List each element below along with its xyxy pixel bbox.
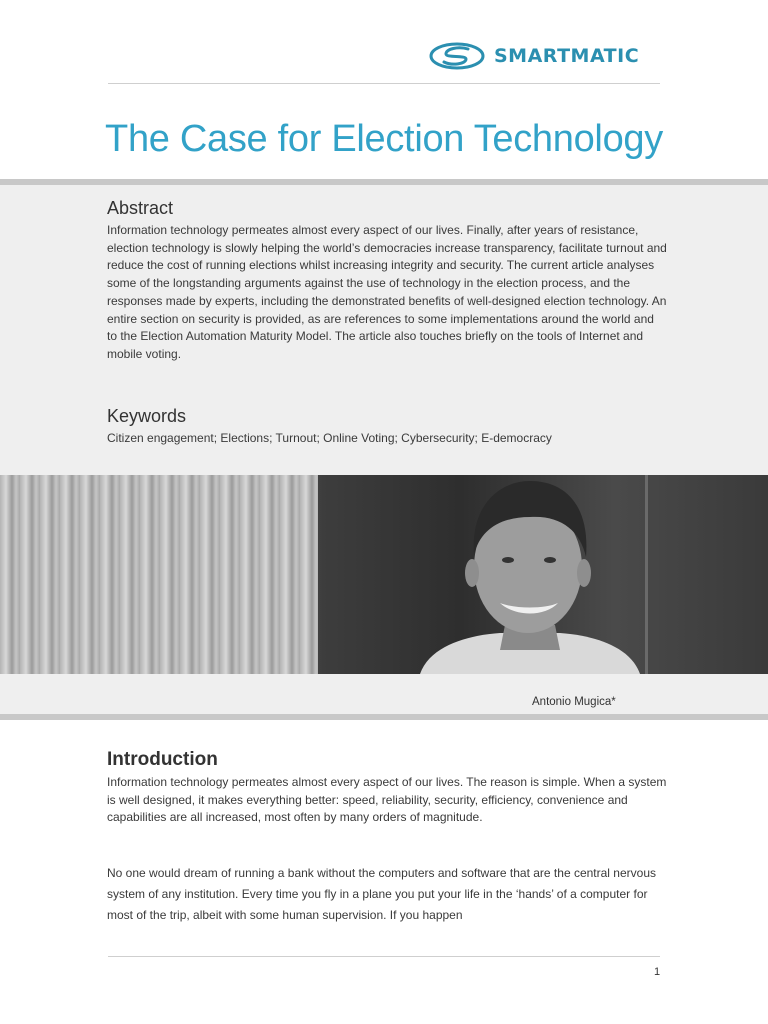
abstract-text: Information technology permeates almost every aspect of our lives. Finally, after years of resistance, election technology is slowly helping the world’s democracies increase transparency, facilitate turnout and reduce the cost of running elections whilst increasing integrity and security. The current article analyses some of the longstanding arguments against the use of technology in the election process, and the responses made by experts, including the demonstrated benefits of well-designed election technology. An entire section on security is provided, as are references to some implementations around the world and to the Election Automation Maturity Model. The article also touches briefly on the tools of Internet and mobile voting. <box>107 223 667 361</box>
brand-logo <box>428 40 639 72</box>
caption-panel <box>0 674 768 714</box>
keywords-text: Citizen engagement; Elections; Turnout; Online Voting; Cybersecurity; E-democracy <box>107 431 552 445</box>
page-number: 1 <box>654 966 661 978</box>
author-portrait-icon <box>0 475 768 674</box>
introduction-paragraph-1: Information technology permeates almost every aspect of our lives. The reason is simple. When a system is well designed, it makes everything better: speed, reliability, security, efficiency, convenience and capabilities are all increased, most often by many orders of magnitude. <box>107 775 667 825</box>
header-divider <box>108 83 660 84</box>
author-photo <box>0 475 768 674</box>
caption-bottom-band <box>0 714 768 720</box>
document-title: The Case for Election Technology <box>105 118 663 160</box>
introduction-paragraph-2: No one would dream of running a bank without the computers and software that are the central nervous system of any institution. Every time you fly in a plane you put your life in the ‘hands’ of a computer for most of the trip, albeit with some human supervision. If you happen <box>107 866 656 922</box>
author-caption: Antonio Mugica* <box>532 696 616 708</box>
keywords-heading: Keywords <box>107 406 187 426</box>
footer-divider <box>108 956 660 957</box>
brand-name: SMARTMATIC <box>494 45 640 67</box>
introduction-heading: Introduction <box>107 749 218 770</box>
smartmatic-logo-icon <box>428 40 486 72</box>
abstract-heading: Abstract <box>107 198 174 218</box>
